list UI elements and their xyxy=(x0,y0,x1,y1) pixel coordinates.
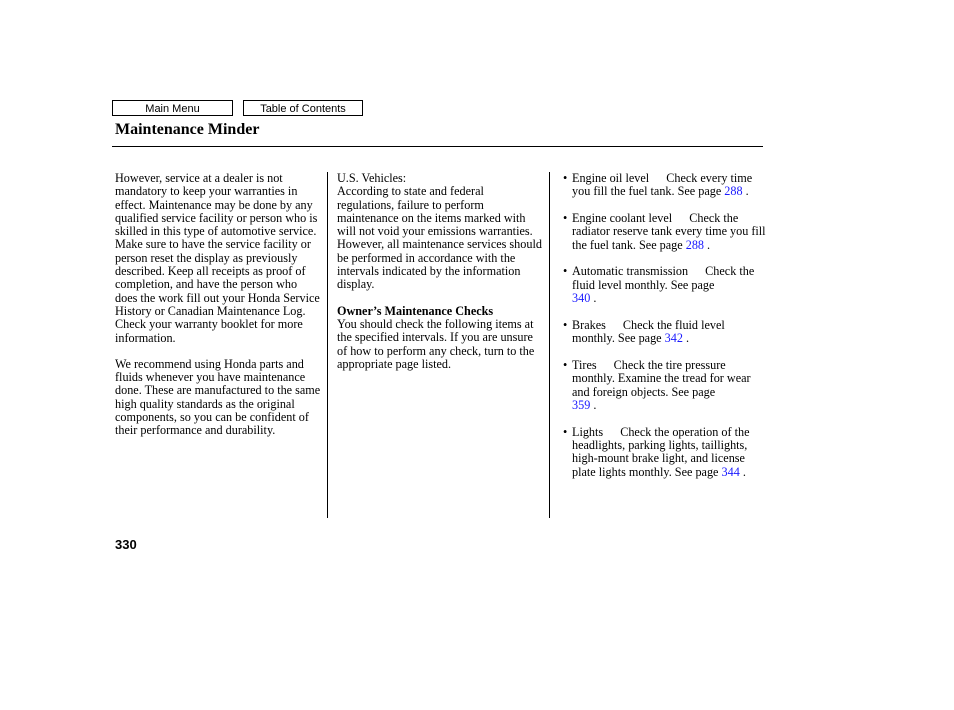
table-of-contents-button[interactable]: Table of Contents xyxy=(243,100,363,116)
check-item-brakes: • Brakes Check the fluid level monthly. See page 342 . xyxy=(563,317,725,346)
bullet-icon: • xyxy=(563,317,568,332)
paragraph-honda-parts: We recommend using Honda parts and fluids whenever you have maintenance done. These are manufactured to the same high quality standards as the original components, so you can be confident of their performance and durability. xyxy=(115,356,321,438)
check-item-engine-oil: • Engine oil level Check every time you fill the fuel tank. See page 288 . xyxy=(563,171,753,199)
check-item-text: Check the radiator reserve tank every time you fill the fuel tank. See page xyxy=(572,211,766,252)
check-item-lights: • Lights Check the operation of the headlights, parking lights, taillights, high-mount brake light, and license plate lights monthly. See page 344 . xyxy=(563,424,750,479)
us-vehicles-heading: U.S. Vehicles: xyxy=(337,171,407,185)
check-item-automatic-transmission: • Automatic transmission Check the fluid level monthly. See page 340 . xyxy=(563,264,755,306)
check-item-name: Lights xyxy=(572,424,604,439)
page-link-344[interactable]: 344 xyxy=(721,464,740,479)
check-item-text: Check the operation of the headlights, parking lights, taillights, high-mount brake light, and license plate lights monthly. See page xyxy=(572,424,750,479)
column-1 xyxy=(115,172,321,451)
column-3 xyxy=(563,172,768,492)
column-2 xyxy=(337,172,543,384)
check-item-name: Engine coolant level xyxy=(572,211,673,226)
bullet-icon: • xyxy=(563,264,568,279)
check-item-text: Check every time you fill the fuel tank. See page xyxy=(572,171,753,199)
page-number: 330 xyxy=(115,537,137,552)
us-vehicles-text-a: According to state and federal regulations, failure to perform maintenance on the items marked with xyxy=(337,184,526,225)
owners-checks-heading: Owner’s Maintenance Checks xyxy=(337,303,494,318)
bullet-icon: • xyxy=(563,171,568,185)
check-item-text: Check the tire pressure monthly. Examine the tread for wear and foreign objects. See page xyxy=(572,357,751,399)
check-item-name: Automatic transmission xyxy=(572,264,689,279)
bullet-icon: • xyxy=(563,357,568,372)
check-item-text: Check the fluid level monthly. See page xyxy=(572,264,755,292)
check-item-engine-coolant: • Engine coolant level Check the radiator reserve tank every time you fill the fuel tank. See page 288 . xyxy=(563,211,766,252)
check-item-name: Brakes xyxy=(572,317,606,332)
page-link-340[interactable]: 340 xyxy=(572,291,591,306)
bullet-icon: • xyxy=(563,211,568,226)
page-link-288[interactable]: 288 xyxy=(685,237,704,252)
check-item-name: Tires xyxy=(572,357,597,372)
page-title: Maintenance Minder xyxy=(115,121,260,138)
check-item-tires: • Tires Check the tire pressure monthly. Examine the tread for wear and foreign objects. See page 359 . xyxy=(563,357,751,412)
column-divider-1 xyxy=(327,172,328,518)
page-link-342[interactable]: 342 xyxy=(664,331,683,346)
page-link-359[interactable]: 359 xyxy=(572,397,591,412)
bullet-icon: • xyxy=(563,424,568,439)
column-divider-2 xyxy=(549,172,550,518)
page-link-288[interactable]: 288 xyxy=(724,184,743,199)
check-item-text: Check the fluid level monthly. See page xyxy=(572,317,725,346)
main-menu-button[interactable]: Main Menu xyxy=(112,100,233,116)
paragraph-service-dealer: However, service at a dealer is not mandatory to keep your warranties in effect. Maintenance may be done by any qualified service facility or person who is skilled in this type of automotive service. Make sure to have the service facility or person reset the display as previously described. Keep all receipts as proof of completion, and have the person who does the work fill out your Honda Service History or Canadian Maintenance Log. Check your warranty booklet for more information. xyxy=(115,171,320,345)
owners-checks-text: You should check the following items at the specified intervals. If you are unsure of how to perform any check, turn to the appropriate page listed. xyxy=(337,316,535,371)
title-rule xyxy=(112,146,763,147)
check-item-name: Engine oil level xyxy=(572,171,650,185)
owners-checks-section xyxy=(337,305,543,371)
us-vehicles-text-b: will not void your emissions warranties. However, all maintenance services should be performed in accordance with the intervals indicated by the information display. xyxy=(337,224,542,292)
us-vehicles-section xyxy=(337,172,543,292)
